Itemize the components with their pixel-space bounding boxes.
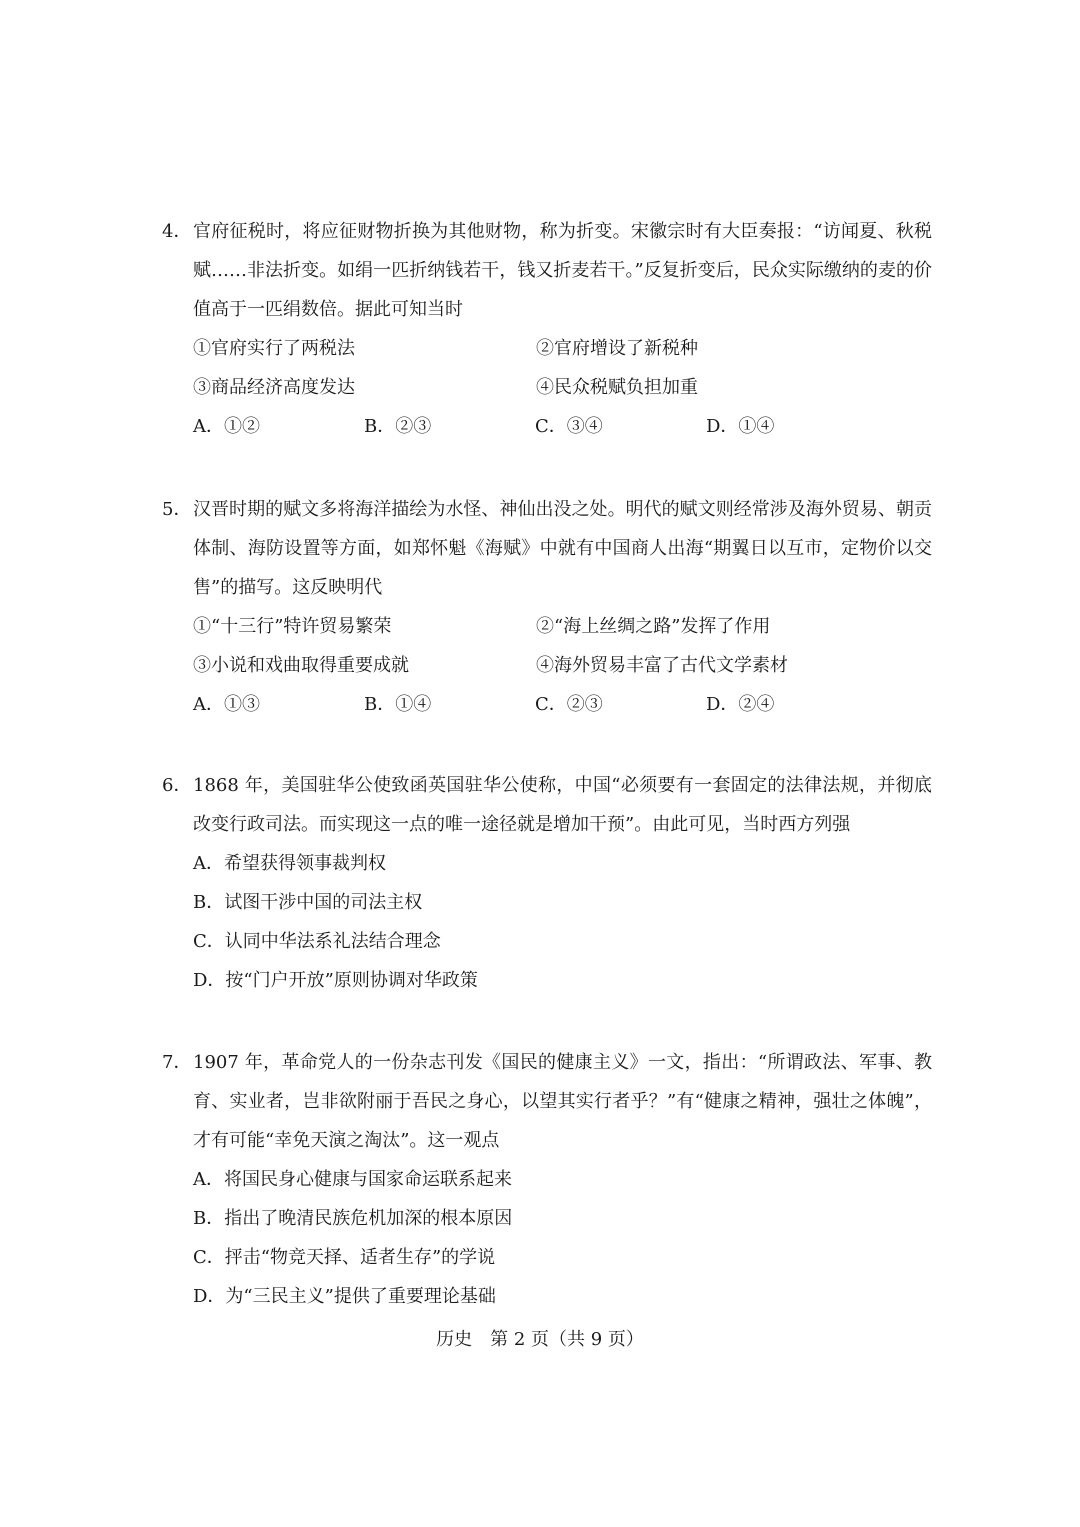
choice-row: [193, 685, 932, 724]
question-4: [162, 212, 932, 446]
question-number: 7．: [162, 1052, 192, 1073]
statement-row: [193, 607, 932, 646]
question-number: 6．: [162, 775, 192, 796]
statement-row: [193, 646, 932, 685]
question-5: [162, 490, 932, 724]
question-6: [162, 766, 932, 1000]
choice-c: C．认同中华法系礼法结合理念: [193, 931, 441, 952]
choice-c: C．抨击“物竞天择、适者生存”的学说: [193, 1247, 496, 1268]
question-number: 4．: [162, 221, 192, 242]
choice-a: A．①③: [193, 694, 260, 715]
question-text: 1907 年，革命党人的一份杂志刊发《国民的健康主义》一文，指出：“所谓政法、军事、教育、实业者，岂非欲附丽于吾民之身心，以望其实行者乎？”有“健康之精神，强壮之体魄”，才有可能“幸免天演之淘汰”。这一观点: [193, 1052, 932, 1151]
question-stem: [162, 1043, 932, 1160]
choice-row: [193, 407, 932, 446]
choice-d: D．①④: [706, 416, 775, 437]
statement-1: ①官府实行了两税法: [193, 338, 355, 359]
choice-a: A．希望获得领事裁判权: [193, 853, 386, 874]
question-number: 5．: [162, 499, 192, 520]
question-text: 官府征税时，将应征财物折换为其他财物，称为折变。宋徽宗时有大臣奏报：“访闻夏、秋税赋……非法折变。如绢一匹折纳钱若干，钱又折麦若干。”反复折变后，民众实际缴纳的麦的价值高于一匹绢数倍。据此可知当时: [193, 221, 932, 320]
question-stem: [162, 490, 932, 607]
question-stem: [162, 212, 932, 329]
choice-b: B．②③: [364, 416, 432, 437]
statement-4: ④民众税赋负担加重: [536, 377, 698, 398]
choice-b: B．①④: [364, 694, 432, 715]
question-text: 汉晋时期的赋文多将海洋描绘为水怪、神仙出没之处。明代的赋文则经常涉及海外贸易、朝贡体制、海防设置等方面，如郑怀魁《海赋》中就有中国商人出海“期翼日以互市，定物价以交售”的描写。这反映明代: [193, 499, 932, 598]
question-stem: [162, 766, 932, 844]
choice-c: C．②③: [535, 694, 603, 715]
statement-row: [193, 329, 932, 368]
choice-list: [193, 1160, 932, 1316]
choice-d: D．为“三民主义”提供了重要理论基础: [193, 1286, 496, 1307]
statement-4: ④海外贸易丰富了古代文学素材: [536, 655, 788, 676]
question-text: 1868 年，美国驻华公使致函英国驻华公使称，中国“必须要有一套固定的法律法规，并彻底改变行政司法。而实现这一点的唯一途径就是增加干预”。由此可见，当时西方列强: [193, 775, 932, 835]
statement-row: [193, 368, 932, 407]
choice-d: D．按“门户开放”原则协调对华政策: [193, 970, 478, 991]
choice-d: D．②④: [706, 694, 775, 715]
choice-c: C．③④: [535, 416, 603, 437]
page-footer: 历史 第 2 页（共 9 页）: [436, 1329, 644, 1350]
choice-b: B．指出了晚清民族危机加深的根本原因: [193, 1208, 513, 1229]
statement-3: ③商品经济高度发达: [193, 377, 355, 398]
statement-1: ①“十三行”特许贸易繁荣: [193, 616, 392, 637]
statement-3: ③小说和戏曲取得重要成就: [193, 655, 409, 676]
choice-b: B．试图干涉中国的司法主权: [193, 892, 423, 913]
choice-list: [193, 844, 932, 1000]
question-7: [162, 1043, 932, 1316]
choice-a: A．①②: [193, 416, 260, 437]
statement-2: ②“海上丝绸之路”发挥了作用: [536, 616, 771, 637]
statement-2: ②官府增设了新税种: [536, 338, 698, 359]
choice-a: A．将国民身心健康与国家命运联系起来: [193, 1169, 512, 1190]
